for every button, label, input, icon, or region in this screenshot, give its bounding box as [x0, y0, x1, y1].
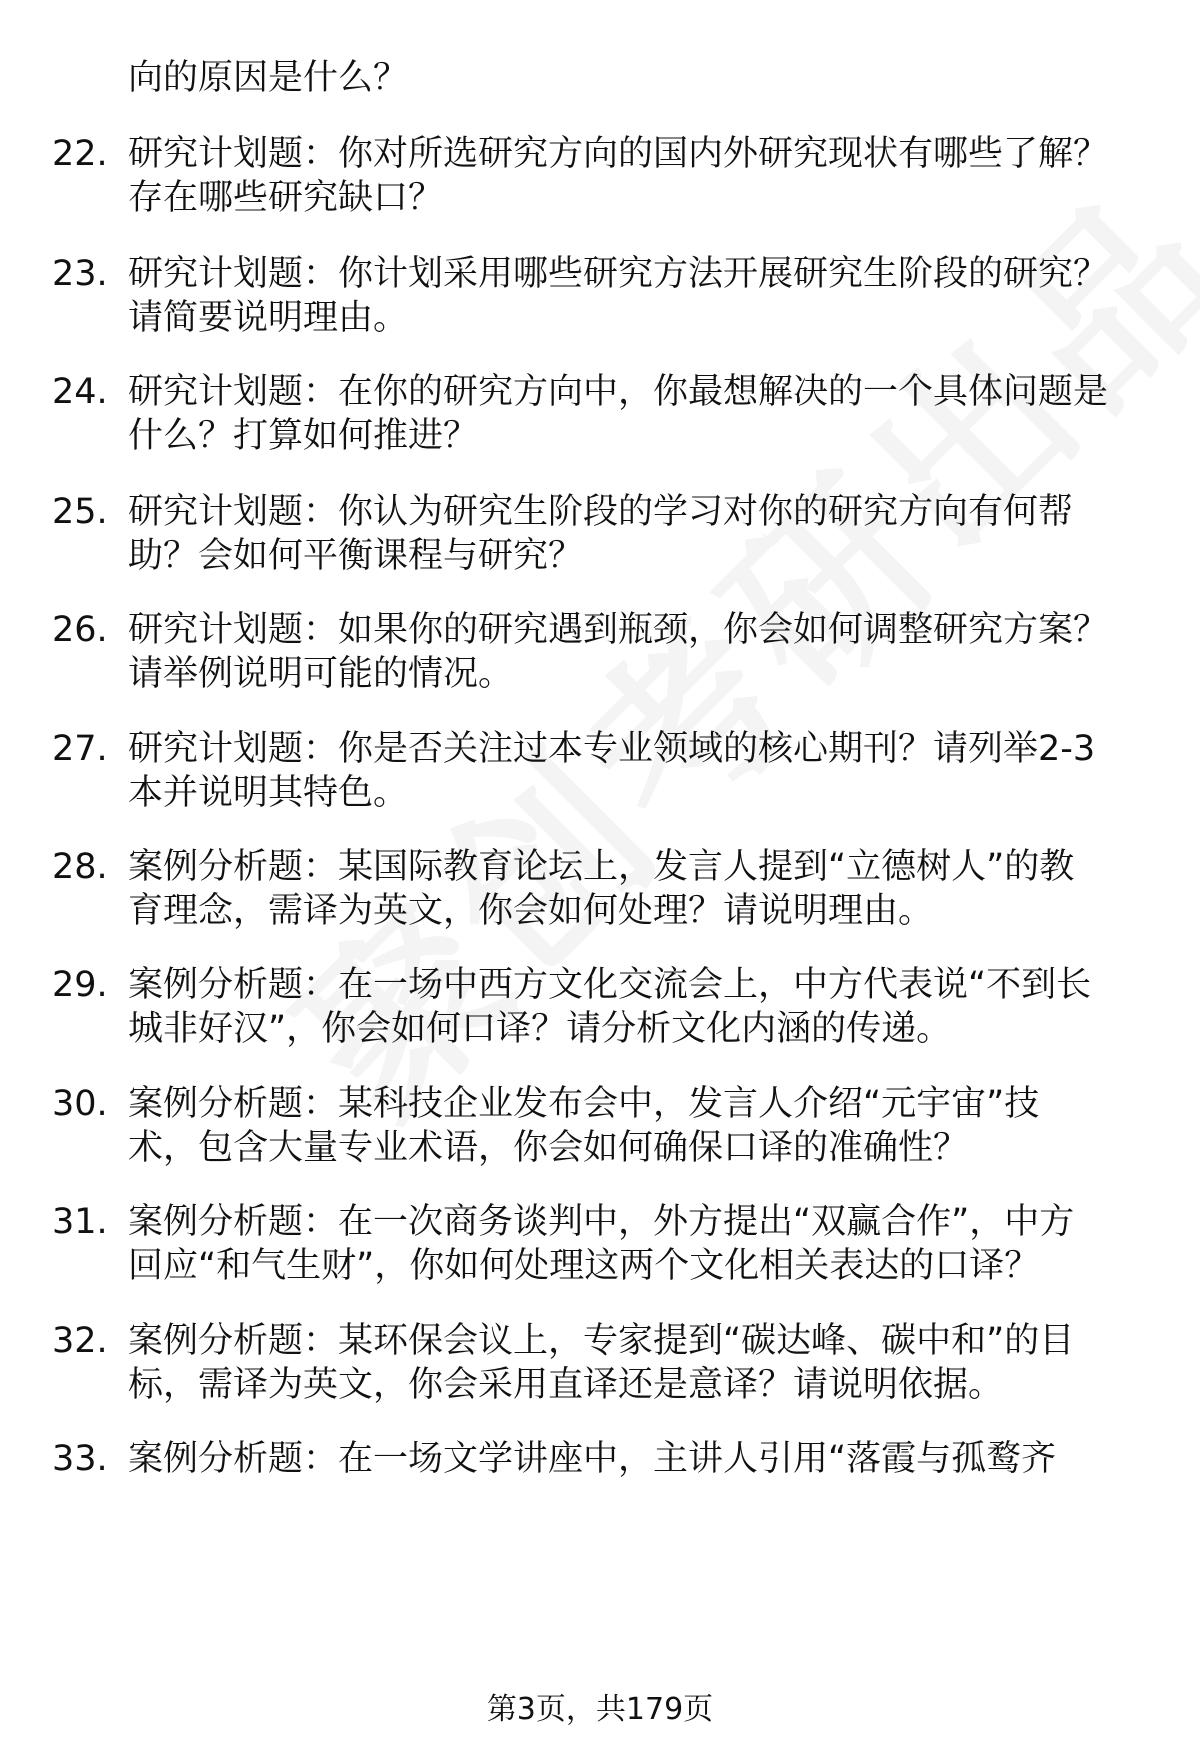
question-text-line2: 存在哪些研究缺口？ [128, 178, 444, 218]
question-number: 32. [52, 1321, 108, 1361]
question-text-line1: 研究计划题：你计划采用哪些研究方法开展研究生阶段的研究？ [128, 254, 1109, 294]
question-number: 29. [52, 965, 108, 1005]
question-number: 25. [52, 492, 108, 532]
question-number: 33. [52, 1439, 108, 1479]
question-text-line2: 请举例说明可能的情况。 [128, 654, 514, 694]
question-text-line1: 案例分析题：某国际教育论坛上，发言人提到“立德树人”的教 [128, 847, 1075, 887]
question-number: 22. [52, 134, 108, 174]
question-text-line1: 案例分析题：在一场文学讲座中，主讲人引用“落霞与孤鹜齐 [128, 1439, 1057, 1479]
question-number: 23. [52, 254, 108, 294]
question-number: 27. [52, 729, 108, 769]
question-text-line2: 什么？打算如何推进？ [128, 416, 479, 456]
question-text-line2: 本并说明其特色。 [128, 773, 409, 813]
question-text-line1: 案例分析题：某科技企业发布会中，发言人介绍“元宇宙”技 [128, 1084, 1040, 1124]
question-text-line1: 研究计划题：你认为研究生阶段的学习对你的研究方向有何帮 [128, 492, 1074, 532]
question-text-line1: 研究计划题：如果你的研究遇到瓶颈，你会如何调整研究方案？ [128, 610, 1109, 650]
question-number: 28. [52, 847, 108, 887]
question-text-line2: 术，包含大量专业术语，你会如何确保口译的准确性？ [128, 1128, 969, 1168]
question-text-line1: 案例分析题：在一场中西方文化交流会上，中方代表说“不到长 [128, 965, 1092, 1005]
question-text-line2: 请简要说明理由。 [128, 298, 409, 338]
question-number: 26. [52, 610, 108, 650]
question-text-line2: 城非好汉”，你会如何口译？请分析文化内涵的传递。 [128, 1009, 952, 1049]
question-text-line1: 研究计划题：你对所选研究方向的国内外研究现状有哪些了解？ [128, 134, 1109, 174]
question-number: 31. [52, 1202, 108, 1242]
question-text-line2: 标，需译为英文，你会采用直译还是意译？请说明依据。 [128, 1365, 1004, 1405]
question-text-line1: 研究计划题：在你的研究方向中，你最想解决的一个具体问题是 [128, 372, 1109, 412]
question-text-line2: 回应“和气生财”，你如何处理这两个文化相关表达的口译？ [128, 1246, 1040, 1286]
question-text-line1: 研究计划题：你是否关注过本专业领域的核心期刊？请列举2-3 [128, 729, 1096, 769]
page-footer: 第3页，共179页 [486, 1692, 714, 1727]
question-text-line2: 育理念，需译为英文，你会如何处理？请说明理由。 [128, 891, 934, 931]
question-text-line1: 案例分析题：某环保会议上，专家提到“碳达峰、碳中和”的目 [128, 1321, 1075, 1361]
question-number: 24. [52, 372, 108, 412]
question-text-line1: 案例分析题：在一次商务谈判中，外方提出“双赢合作”，中方 [128, 1202, 1075, 1242]
question-text-line2: 助？会如何平衡课程与研究？ [128, 536, 584, 576]
lead-in-line: 向的原因是什么？ [128, 58, 409, 98]
question-number: 30. [52, 1084, 108, 1124]
